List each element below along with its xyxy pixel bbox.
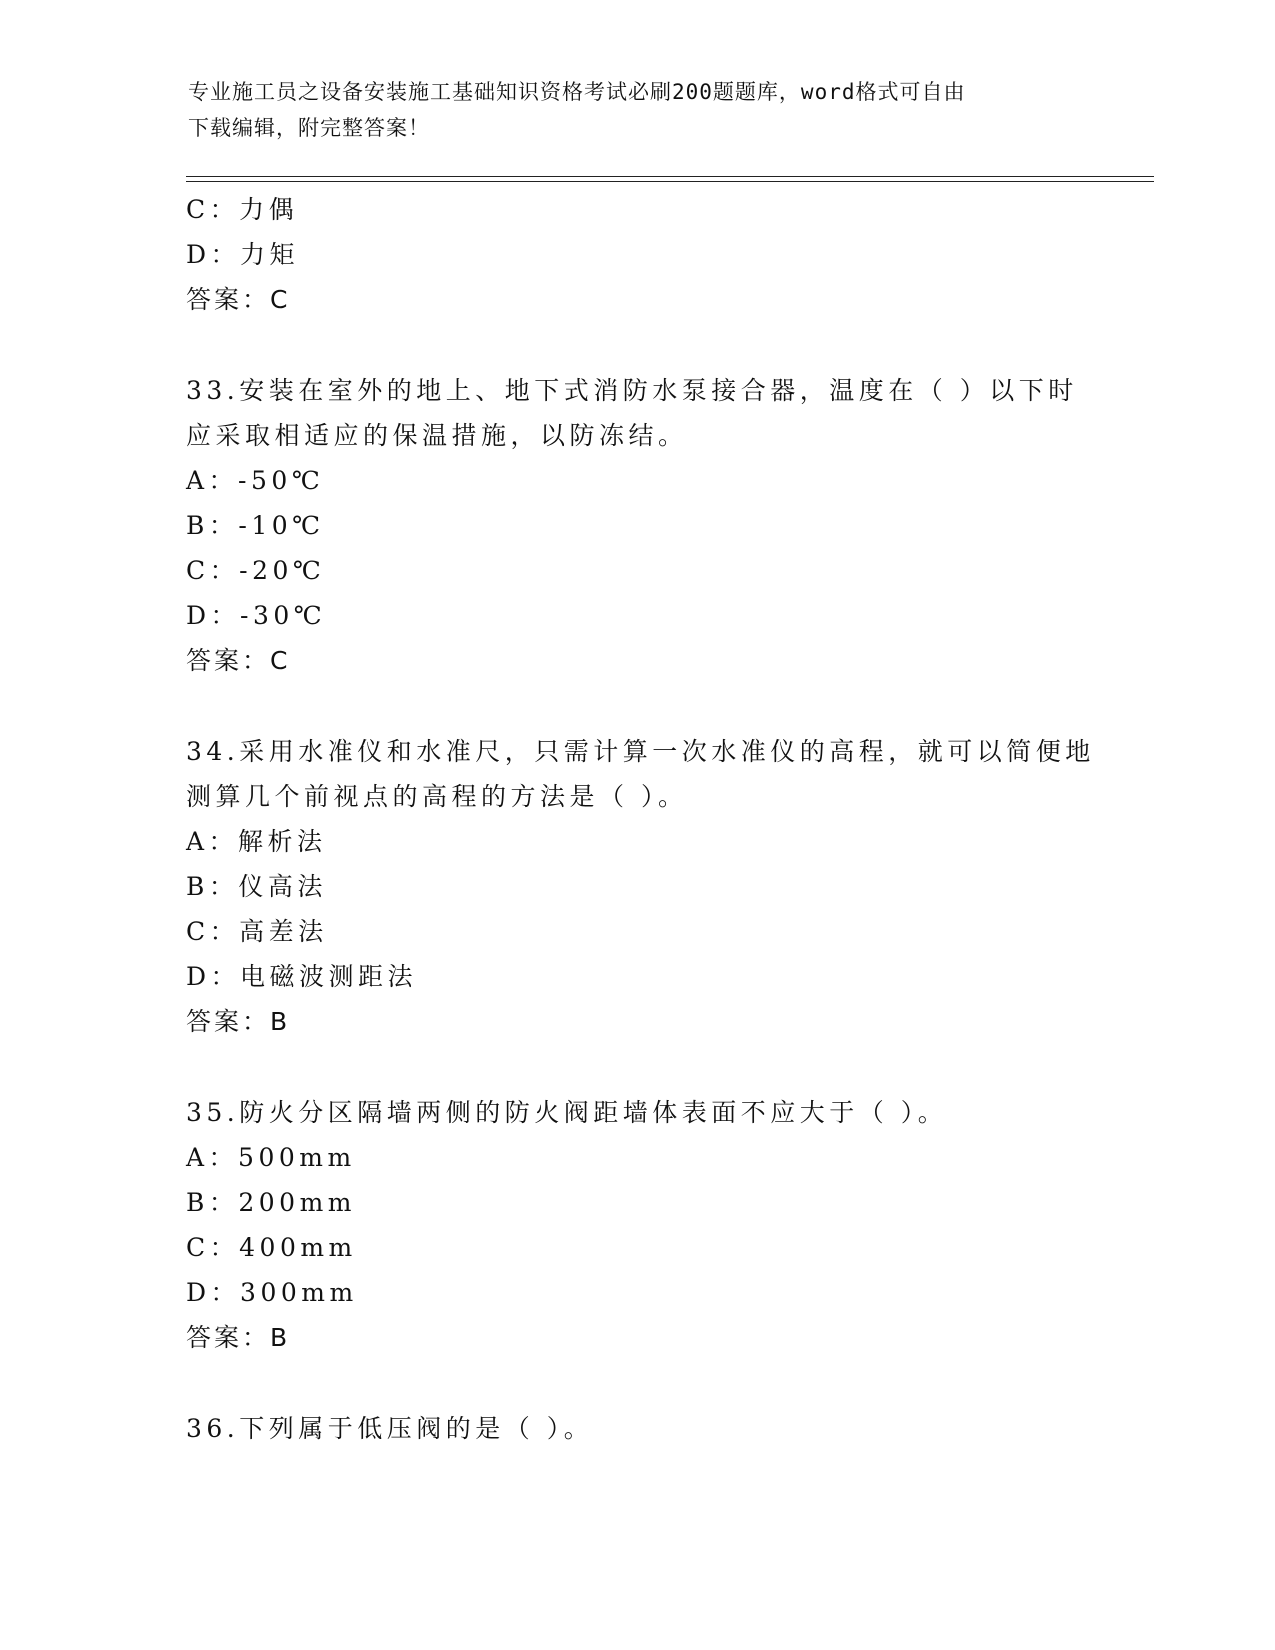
prev-option-c: C：力偶 xyxy=(186,195,299,224)
question-34-option-d: D：电磁波测距法 xyxy=(186,962,418,991)
question-33-option-c: C：-20℃ xyxy=(186,556,326,585)
header-divider-top xyxy=(186,176,1154,177)
question-34-option-a: A：解析法 xyxy=(186,827,327,856)
question-33-option-a: A：-50℃ xyxy=(186,466,325,495)
question-34-answer: 答案：B xyxy=(186,1007,291,1036)
header-line-2: 下载编辑，附完整答案！ xyxy=(188,116,430,140)
question-35-option-c: C：400mm xyxy=(186,1233,357,1262)
document-header xyxy=(188,74,1078,146)
question-33-option-d: D：-30℃ xyxy=(186,601,327,630)
question-35-answer: 答案：B xyxy=(186,1323,291,1352)
question-33-stem-line-1: 33.安装在室外的地上、地下式消防水泵接合器，温度在（ ）以下时 xyxy=(186,376,1078,405)
question-34-option-c: C：高差法 xyxy=(186,917,328,946)
question-33-option-b: B：-10℃ xyxy=(186,511,325,540)
question-35-option-d: D：300mm xyxy=(186,1278,358,1307)
question-35-option-a: A：500mm xyxy=(186,1143,356,1172)
question-34-option-b: B：仪高法 xyxy=(186,872,327,901)
question-33-answer: 答案：C xyxy=(186,646,291,675)
header-divider-bottom xyxy=(186,181,1154,182)
question-35-option-b: B：200mm xyxy=(186,1188,357,1217)
question-34-stem-line-2: 测算几个前视点的高程的方法是（ ）。 xyxy=(186,782,688,811)
header-line-1: 专业施工员之设备安装施工基础知识资格考试必刷200题题库，word格式可自由 xyxy=(188,80,966,104)
question-34-stem-line-1: 34.采用水准仪和水准尺，只需计算一次水准仪的高程，就可以简便地 xyxy=(186,737,1095,766)
prev-answer: 答案：C xyxy=(186,285,291,314)
question-36-stem-line-1: 36.下列属于低压阀的是（ ）。 xyxy=(186,1414,594,1443)
question-33-stem-line-2: 应采取相适应的保温措施，以防冻结。 xyxy=(186,421,688,450)
question-35-stem-line-1: 35.防火分区隔墙两侧的防火阀距墙体表面不应大于（ ）。 xyxy=(186,1098,948,1127)
prev-option-d: D：力矩 xyxy=(186,240,300,269)
